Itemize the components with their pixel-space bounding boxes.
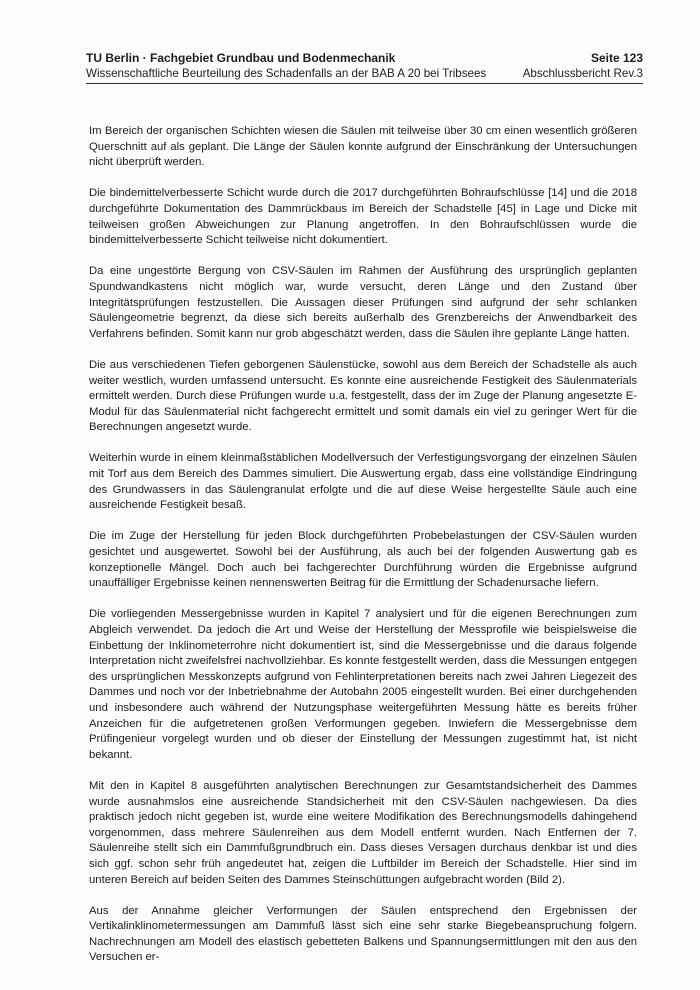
paragraph: Im Bereich der organischen Schichten wiesen die Säulen mit teilweise über 30 cm einen wesentlich größeren Querschnitt auf als geplant. Die Länge der Säulen konnte aufgrund der Einschränkung der Untersuchungen nicht überprüft werden. <box>89 125 637 169</box>
paragraph: Die vorliegenden Messergebnisse wurden in Kapitel 7 analysiert und für die eigenen Berechnungen zum Abgleich verwendet. Da jedoch die Art und Weise der Herstellung der Messprofile wie beispielsweise die Einbettung der Inklinometerrohre nicht dokumentiert ist, sind die Messergebnisse und die daraus folgende Interpretation nicht zweifelsfrei nachvollziehbar. Es konnte festgestellt werden, dass die Messungen entgegen des ursprünglichen Messkonzepts aufgrund von Fehlinterpretationen bereits nach zwei Jahren Liegezeit des Dammes und noch vor der Inbetriebnahme der Autobahn 2005 eingestellt wurden. Bei einer durchgehenden und insbesondere auch während der Nutzungsphase weitergeführten Messung hätte es bereits früher Anzeichen für die aufgetretenen großen Verformungen gegeben. Inwiefern die Messergebnisse dem Prüfingenieur vorgelegt wurden und ob dieser der Einstellung der Messungen zugestimmt hat, ist nicht bekannt. <box>89 608 637 761</box>
paragraph: Da eine ungestörte Bergung von CSV-Säulen im Rahmen der Ausführung des ursprünglich geplanten Spundwandkastens nicht möglich war, wurde versucht, deren Länge und den Zustand über Integritätsprüfungen festzustellen. Die Aussagen dieser Prüfungen sind aufgrund der sehr schlanken Säulengeometrie begrenzt, da diese sich bereits außerhalb des Grenzbereichs der Anwendbarkeit des Verfahrens befinden. Somit kann nur grob abgeschätzt werden, dass die Säulen ihre geplante Länge hatten. <box>89 265 637 340</box>
paragraph: Weiterhin wurde in einem kleinmaßstäblichen Modellversuch der Verfestigungsvorgang der einzelnen Säulen mit Torf aus dem Bereich des Dammes simuliert. Die Auswertung ergab, dass eine vollständige Eindringung des Grundwassers in das Säulengranulat erfolgte und die auf diese Weise hergestellte Säule auch eine ausreichende Festigkeit besaß. <box>89 452 637 512</box>
paragraph: Die im Zuge der Herstellung für jeden Block durchgeführten Probebelastungen der CSV-Säulen wurden gesichtet und ausgewertet. Sowohl bei der Ausführung, als auch bei der folgenden Auswertung gab es konzeptionelle Mängel. Doch auch bei fachgerechter Durchführung würden die Ergebnisse aufgrund unauffälliger Ergebnisse keinen nennenswerten Beitrag für die Ermittlung der Schadenursache liefern. <box>89 530 637 590</box>
header-report-revision: Abschlussbericht Rev.3 <box>522 67 643 80</box>
header-institution: TU Berlin · Fachgebiet Grundbau und Bodenmechanik <box>86 51 396 65</box>
document-body <box>89 124 637 982</box>
paragraph: Die aus verschiedenen Tiefen geborgenen Säulenstücke, sowohl aus dem Bereich der Schadstelle als auch weiter westlich, wurden umfassend untersucht. Es konnte eine ausreichende Festigkeit des Säulenmaterials ermittelt werden. Durch diese Prüfungen wurde u.a. festgestellt, dass der im Zuge der Planung angesetzte E-Modul für das Säulenmaterial nicht fachgerecht ermittelt und somit damals ein viel zu geringer Wert für die Berechnungen angesetzt wurde. <box>89 358 637 434</box>
page-header <box>86 50 643 84</box>
paragraph: Die bindemittelverbesserte Schicht wurde durch die 2017 durchgeführten Bohraufschlüsse [14] und die 2018 durchgeführte Dokumentation des Dammrückbaus im Bereich der Schadstelle [45] in Lage und Dicke mit teilweisen großen Abweichungen zur Planung angetroffen. In den Bohraufschlüssen wurde die bindemittelverbesserte Schicht teilweise nicht dokumentiert. <box>89 187 637 247</box>
header-subtitle: Wissenschaftliche Beurteilung des Schadenfalls an der BAB A 20 bei Tribsees <box>86 67 487 80</box>
paragraph: Aus der Annahme gleicher Verformungen der Säulen entsprechend den Ergebnissen der Vertikalinklinometermessungen am Dammfuß lässt sich eine sehr starke Biegebeanspruchung folgern. Nachrechnungen am Modell des elastisch gebetteten Balkens und Spannungsermittlungen mit den aus den Versuchen er- <box>89 904 637 964</box>
paragraph: Mit den in Kapitel 8 ausgeführten analytischen Berechnungen zur Gesamtstandsicherheit des Dammes wurde ausnahmslos eine ausreichende Standsicherheit mit den CSV-Säulen nachgewiesen. Da dies praktisch jedoch nicht gegeben ist, wurde eine weitere Modifikation des Berechnungsmodells dahingehend vorgenommen, dass mehrere Säulenreihen aus dem Modell entfernt wurden. Nach Entfernen der 7. Säulenreihe stellt sich ein Dammfußgrundbruch ein. Dass dieses Versagen durchaus denkbar ist und dies sich ggf. schon sehr früh angedeutet hat, zeigen die Luftbilder im Bereich der Schadstelle. Hier sind im unteren Bereich auf beiden Seiten des Dammes Steinschüttungen aufgebracht worden (Bild 2). <box>89 779 637 886</box>
header-row-top <box>86 50 643 66</box>
header-page-number: Seite 123 <box>590 51 643 65</box>
header-row-bottom <box>86 66 643 81</box>
